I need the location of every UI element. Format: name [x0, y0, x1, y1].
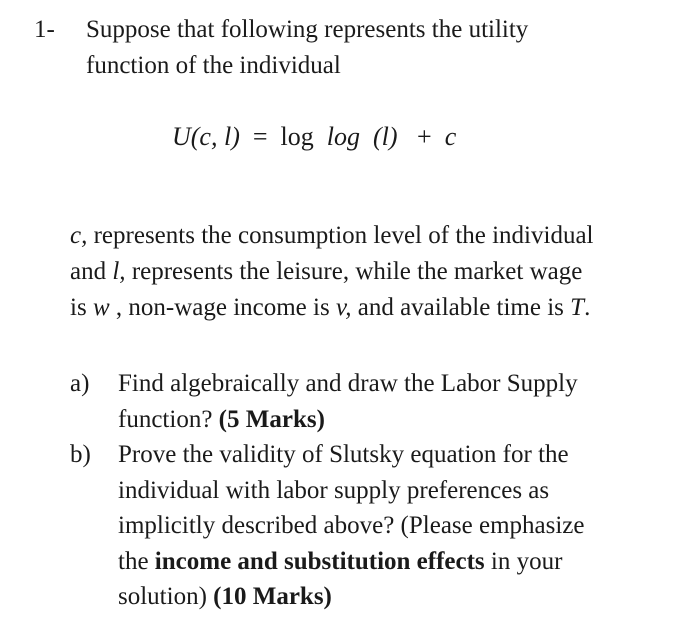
intro-line-1: Suppose that following represents the utility [86, 16, 529, 43]
equation-log-italic: log [326, 122, 360, 151]
part-b-line-4: the income and substitution effects in your [118, 547, 563, 575]
question-intro [86, 12, 666, 84]
part-b-line-3: implicitly described above? (Please emphasize [118, 512, 585, 539]
utility-equation [172, 117, 456, 157]
part-b-label: b) [70, 441, 91, 468]
part-b-line-1: Prove the validity of Slutsky equation for the [118, 441, 569, 468]
equation-equals: = [252, 122, 268, 151]
part-a-line-2: function? (5 Marks) [118, 405, 325, 433]
part-a-line-1: Find algebraically and draw the Labor Supply [118, 370, 578, 397]
part-b-marks: (10 Marks) [213, 583, 332, 610]
question-number: 1- [34, 16, 55, 43]
description-line-3: is w , non-wage income is v, and available time is T. [70, 294, 591, 321]
variable-description [70, 218, 680, 326]
equation-c: c [444, 122, 457, 151]
part-b-emphasis: income and substitution effects [154, 547, 485, 575]
intro-line-2: function of the individual [86, 52, 341, 79]
description-line-1: c, represents the consumption level of the individual [70, 222, 594, 249]
equation-argument: (l) [373, 122, 398, 151]
part-b-line-2: individual with labor supply preferences as [118, 476, 550, 504]
question-parts [70, 366, 680, 615]
part-b-line-5: solution) (10 Marks) [118, 583, 332, 610]
part-a-marks: (5 Marks) [218, 405, 325, 433]
equation-log: log [280, 122, 314, 151]
equation-lhs: U(c, l) [172, 122, 240, 151]
part-a [70, 366, 680, 437]
equation-plus: + [417, 122, 432, 151]
part-a-label: a) [70, 370, 90, 397]
description-line-2: and l, represents the leisure, while the market wage [70, 258, 583, 285]
part-b [70, 437, 680, 615]
